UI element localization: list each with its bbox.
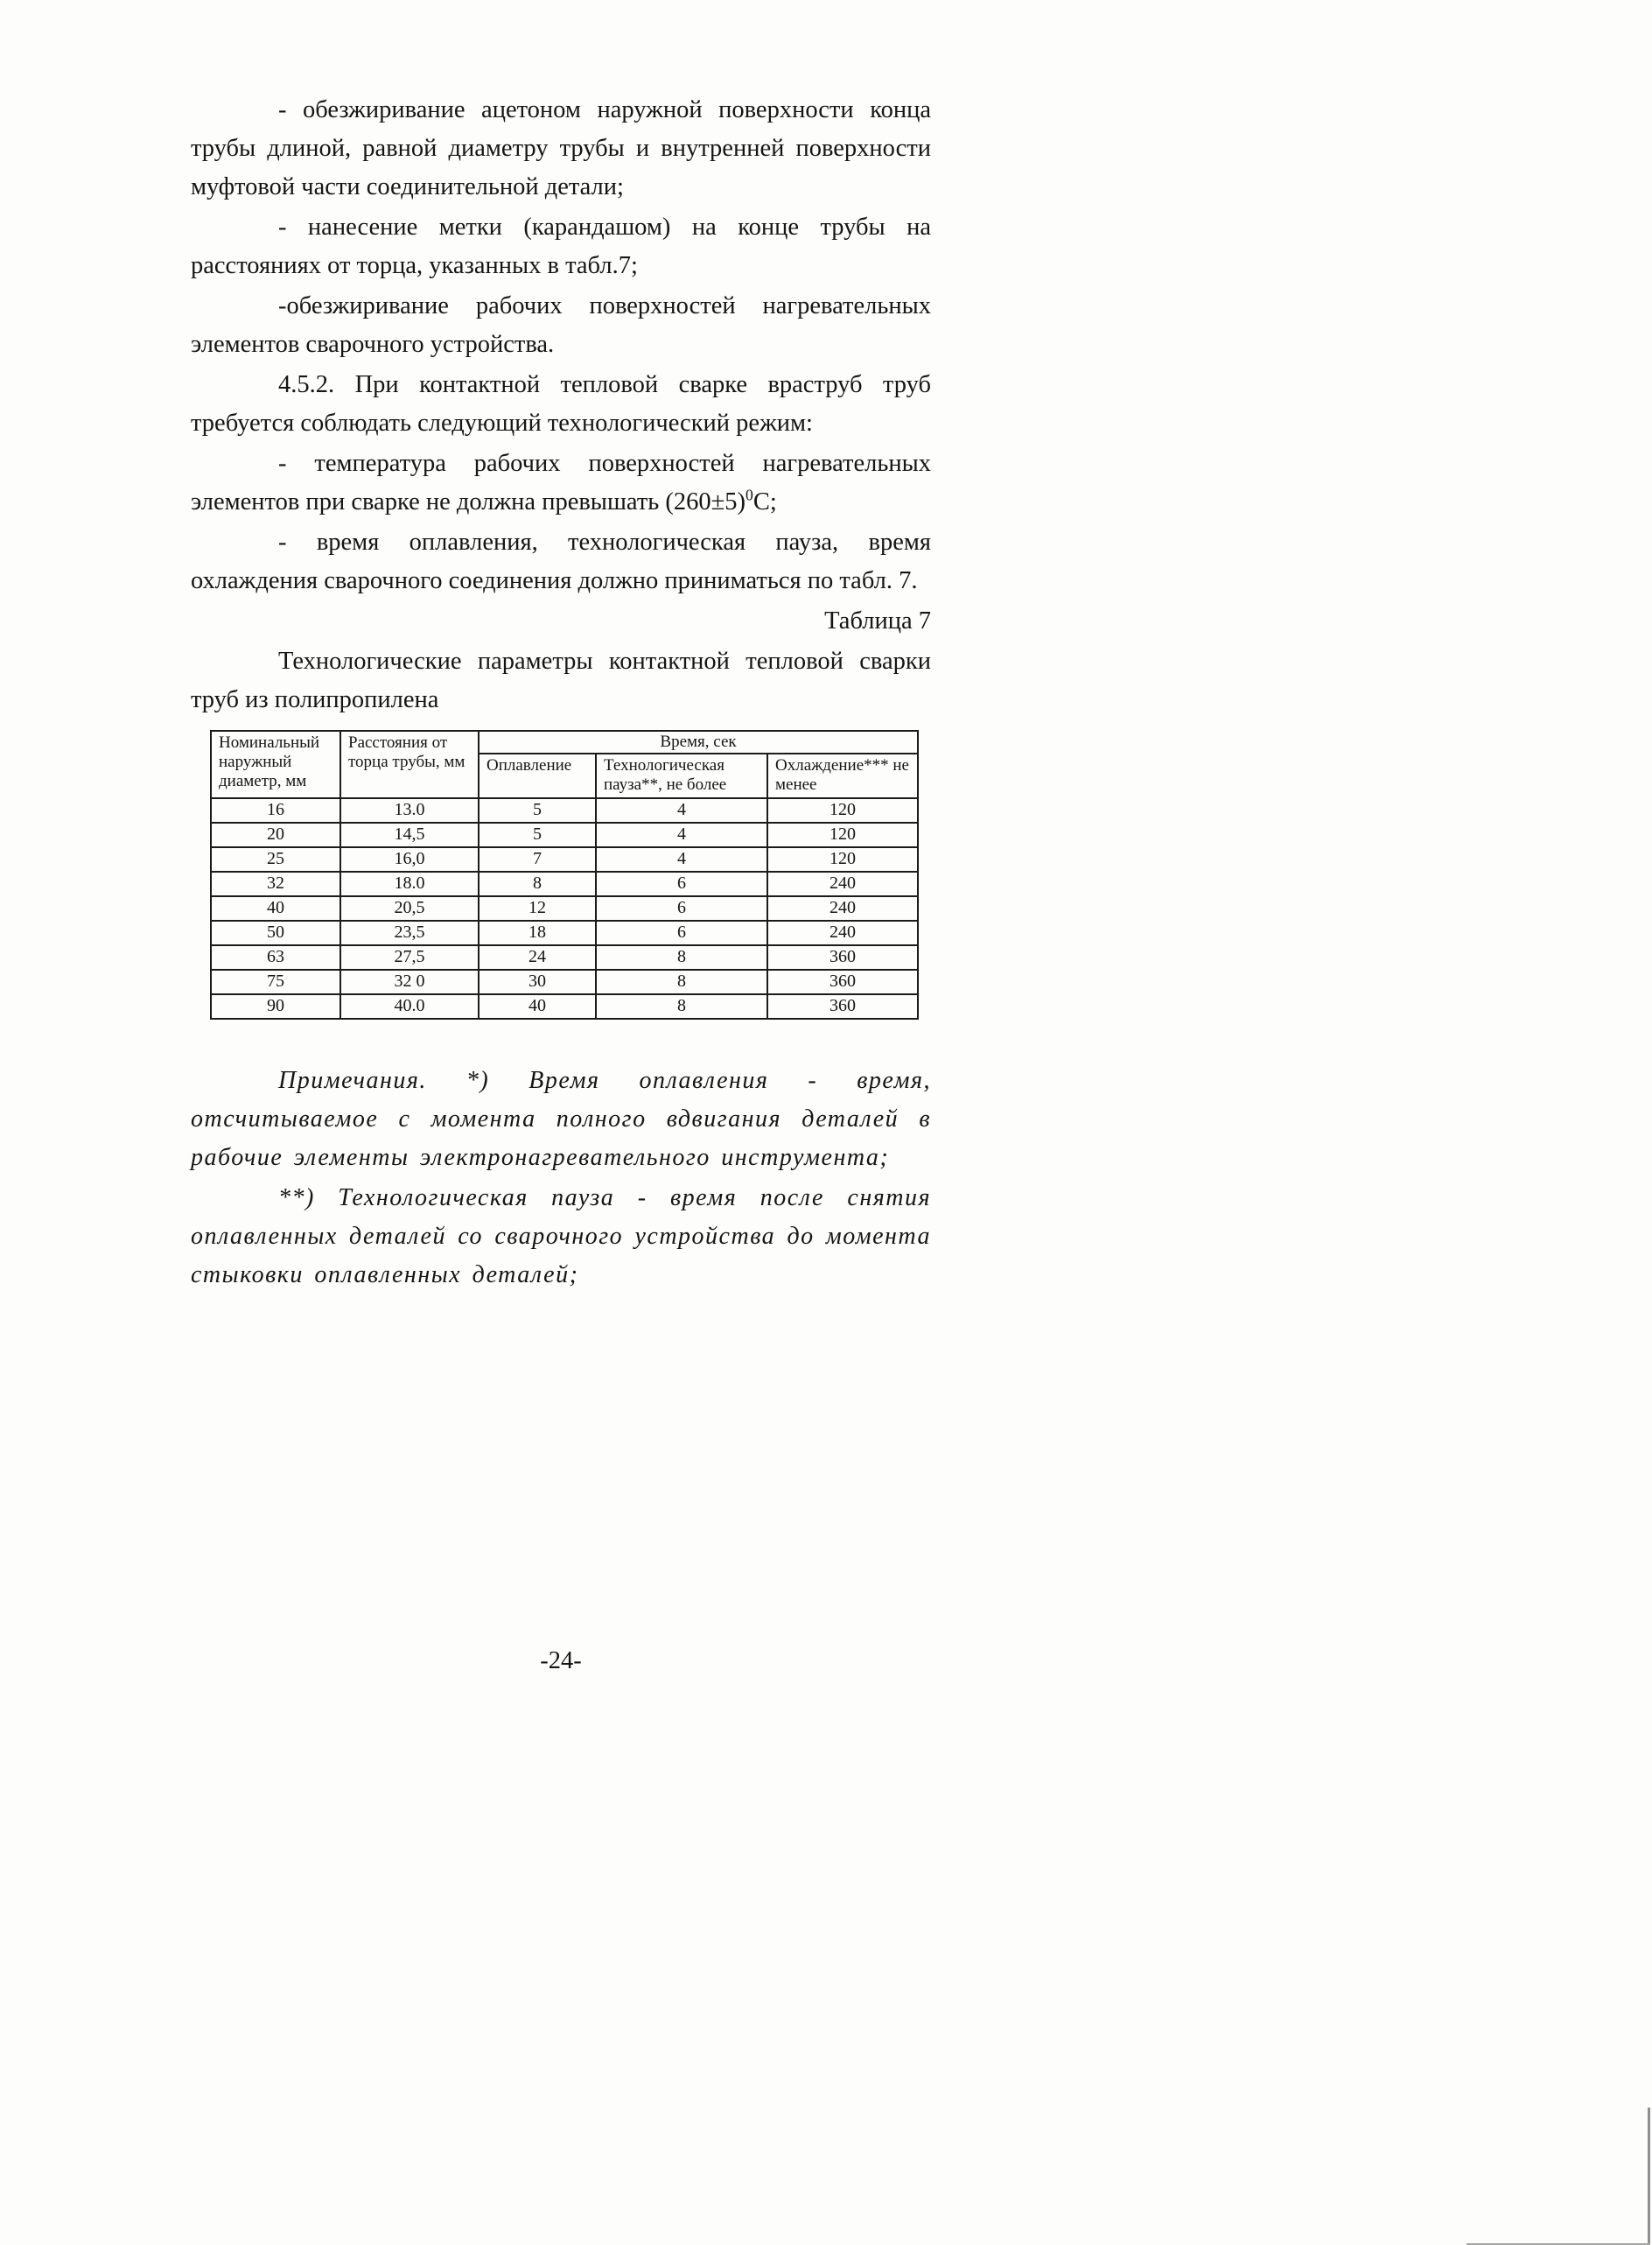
document-content	[191, 91, 931, 1296]
column-header-pause: Технологическая пауза**, не более	[596, 754, 767, 798]
table-cell: 90	[211, 994, 340, 1019]
table-cell: 5	[479, 798, 596, 823]
table-cell: 120	[767, 798, 918, 823]
paragraph-temperature	[191, 445, 931, 522]
table-row	[211, 994, 918, 1019]
table-cell: 18.0	[340, 872, 479, 896]
table-cell: 25	[211, 847, 340, 872]
table-cell: 20,5	[340, 896, 479, 921]
table-row	[211, 945, 918, 970]
table-title: Технологические параметры контактной тепловой сварки труб из полипропилена	[191, 648, 931, 713]
table-cell: 8	[596, 994, 767, 1019]
table-row	[211, 798, 918, 823]
page-number: -24-	[540, 1647, 582, 1674]
table-cell: 27,5	[340, 945, 479, 970]
table-cell: 8	[479, 872, 596, 896]
table-cell: 360	[767, 994, 918, 1019]
paragraph-degreasing-pipe: - обезжиривание ацетоном наружной поверхности конца трубы длиной, равной диаметру трубы и внутренней поверхности муфтовой части соединительной детали;	[191, 96, 931, 200]
table-row	[211, 896, 918, 921]
table-cell: 30	[479, 970, 596, 994]
table-header-row-1	[211, 731, 918, 754]
paragraph-text: - температура рабочих поверхностей нагревательных элементов при сварке не должна превышать (260±5)	[191, 450, 931, 516]
paragraph-degreasing-elements: -обезжиривание рабочих поверхностей нагревательных элементов сварочного устройства.	[191, 292, 931, 358]
table-cell: 75	[211, 970, 340, 994]
table-cell: 40	[479, 994, 596, 1019]
table-cell: 8	[596, 945, 767, 970]
column-header-melting: Оплавление	[479, 754, 596, 798]
column-header-cooling: Охлаждение*** не менее	[767, 754, 918, 798]
table-cell: 40.0	[340, 994, 479, 1019]
table-cell: 18	[479, 921, 596, 945]
table-row	[211, 970, 918, 994]
table-cell: 63	[211, 945, 340, 970]
table-cell: 16	[211, 798, 340, 823]
table-cell: 20	[211, 823, 340, 847]
table-caption: Таблица 7	[824, 607, 931, 635]
paragraph-marking: - нанесение метки (карандашом) на конце трубы на расстояниях от торца, указанных в табл.7;	[191, 214, 931, 279]
note-melting-time: Примечания. *) Время оплавления - время, отсчитываемое с момента полного вдвигания деталей в рабочие элементы электронагревательного инструмента;	[191, 1067, 931, 1171]
table-cell: 32 0	[340, 970, 479, 994]
table-cell: 4	[596, 823, 767, 847]
scan-edge-artifact	[1648, 2108, 1650, 2245]
table-cell: 240	[767, 921, 918, 945]
column-header-time-group: Время, сек	[479, 731, 918, 754]
table-cell: 50	[211, 921, 340, 945]
paragraph-text: С;	[752, 488, 777, 516]
column-header-diameter: Номинальный наружный диаметр, мм	[211, 731, 340, 798]
table-cell: 7	[479, 847, 596, 872]
table-cell: 120	[767, 823, 918, 847]
table-cell: 360	[767, 945, 918, 970]
notes-section	[191, 1062, 931, 1294]
table-cell: 120	[767, 847, 918, 872]
table-cell: 8	[596, 970, 767, 994]
table-cell: 14,5	[340, 823, 479, 847]
table-row	[211, 872, 918, 896]
table-cell: 24	[479, 945, 596, 970]
table-row	[211, 847, 918, 872]
table-row	[211, 823, 918, 847]
table-cell: 6	[596, 921, 767, 945]
table-cell: 240	[767, 872, 918, 896]
table-row	[211, 921, 918, 945]
table-cell: 40	[211, 896, 340, 921]
note-technological-pause: **) Технологическая пауза - время после снятия оплавленных деталей со сварочного устройства до момента стыковки оплавленных деталей;	[191, 1184, 931, 1288]
table-cell: 360	[767, 970, 918, 994]
paragraph-section-4-5-2: 4.5.2. При контактной тепловой сварке враструб труб требуется соблюдать следующий технологический режим:	[191, 371, 931, 437]
table-cell: 4	[596, 798, 767, 823]
table-cell: 6	[596, 896, 767, 921]
table-cell: 32	[211, 872, 340, 896]
table-cell: 240	[767, 896, 918, 921]
table-cell: 5	[479, 823, 596, 847]
table-cell: 4	[596, 847, 767, 872]
table-container	[210, 730, 917, 1020]
degree-superscript: 0	[746, 486, 753, 504]
table-cell: 12	[479, 896, 596, 921]
table-cell: 16,0	[340, 847, 479, 872]
paragraph-time-parameters: - время оплавления, технологическая пауза, время охлаждения сварочного соединения должно приниматься по табл. 7.	[191, 529, 931, 594]
table-cell: 23,5	[340, 921, 479, 945]
welding-parameters-table	[210, 730, 919, 1020]
table-cell: 6	[596, 872, 767, 896]
column-header-distance: Расстояния от торца трубы, мм	[340, 731, 479, 798]
table-cell: 13.0	[340, 798, 479, 823]
